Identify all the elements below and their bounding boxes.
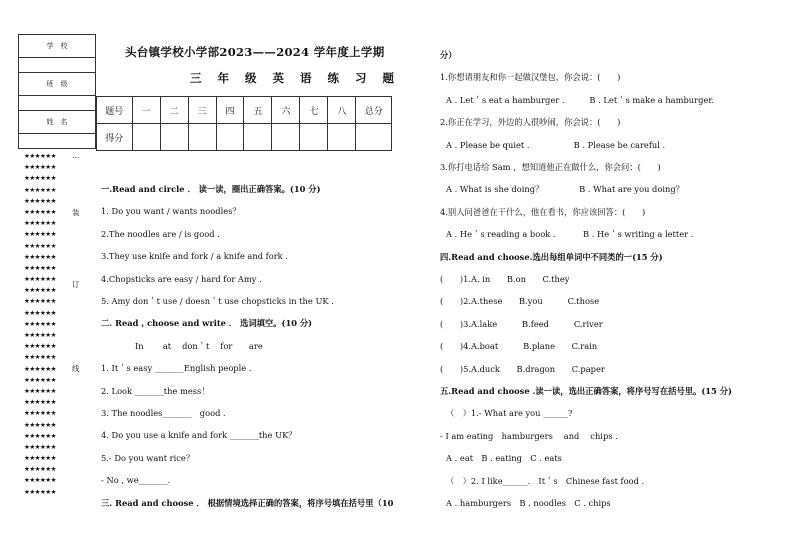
student-info-table <box>18 34 96 149</box>
binding-star-row: ★★★★★★ <box>24 219 56 228</box>
binding-star-row: ★★★★★★ <box>24 409 56 418</box>
binding-star-row: ★★★★★★ <box>24 420 56 429</box>
binding-star-row: ★★★★★★ <box>24 476 56 485</box>
binding-star-row: ★★★★★★ <box>24 207 56 216</box>
score-header-cell: 七 <box>300 97 328 124</box>
binding-star-row: ★★★★★★ <box>24 263 56 272</box>
question-line: 4.Chopsticks are easy / hard for Amy . <box>101 273 262 284</box>
score-cell <box>188 124 216 151</box>
binding-star-row: ★★★★★★ <box>24 241 56 250</box>
score-header-cell: 五 <box>244 97 272 124</box>
question-line: In at don＇t for are <box>135 340 263 351</box>
score-cell <box>356 124 392 151</box>
score-header-cell: 题号 <box>97 97 133 124</box>
binding-star-row: ★★★★★★ <box>24 252 56 261</box>
binding-star-row: ★★★★★★ <box>24 275 56 284</box>
question-line: 1. Do you want / wants noodles？ <box>101 206 241 217</box>
binding-mark: 装 <box>72 208 80 217</box>
binding-star-row: ★★★★★★ <box>24 375 56 384</box>
info-cell <box>19 96 96 111</box>
question-line: 1.你想请朋友和你一起做汉堡包，你会说：( ) <box>440 72 621 83</box>
question-line: - I am eating hamburgers and chips . <box>440 430 618 441</box>
question-line: A . Please be quiet . B . Please be careful . <box>446 139 666 150</box>
question-line: - No , we_______. <box>101 475 171 486</box>
score-cell <box>272 124 300 151</box>
binding-star-row: ★★★★★★ <box>24 442 56 451</box>
binding-star-row: ★★★★★★ <box>24 319 56 328</box>
info-cell: 学 校 <box>19 35 96 58</box>
question-line: A . hamburgers B . noodles C . chips <box>446 498 611 508</box>
score-cell <box>244 124 272 151</box>
exam-title: 头台镇学校小学部2023——2024 学年度上学期 <box>125 45 385 59</box>
score-header-cell: 六 <box>272 97 300 124</box>
binding-star-row: ★★★★★★ <box>24 297 56 306</box>
question-line: ( )5.A.duck B.dragon C.paper <box>440 363 605 374</box>
question-line: ( )1.A. in B.on C.they <box>440 274 570 284</box>
question-line: 3.They use knife and fork / a knife and fork . <box>101 251 288 262</box>
binding-star-row: ★★★★★★ <box>24 163 56 172</box>
binding-star-row: ★★★★★★ <box>24 152 56 160</box>
binding-star-row: ★★★★★★ <box>24 196 56 205</box>
score-cell <box>160 124 188 151</box>
question-line: 5. Amy don＇t use / doesn＇t use chopsticks in the UK . <box>101 296 334 306</box>
question-line: 2.The noodles are / is good . <box>101 228 220 239</box>
binding-star-row: ★★★★★★ <box>24 465 56 474</box>
binding-star-row: ★★★★★★ <box>24 185 56 194</box>
binding-mark: … <box>72 151 80 160</box>
info-cell <box>19 134 96 149</box>
binding-star-row: ★★★★★★ <box>24 230 56 239</box>
question-line: 2. Look _______the mess！ <box>101 385 210 396</box>
question-line: ( )2.A.these B.you C.those <box>440 296 600 307</box>
section-heading: 分） <box>440 50 457 60</box>
section-heading: 四.Read and choose.选出每组单词中不同类的一(15 分) <box>440 251 663 262</box>
info-cell: 姓 名 <box>19 111 96 134</box>
binding-mark: 订 <box>72 280 80 289</box>
question-line: A . What is she doing？ B . What are you doing？ <box>446 184 684 195</box>
score-cell <box>300 124 328 151</box>
score-header-cell: 一 <box>132 97 160 124</box>
question-line: ( )3.A.lake B.feed C.river <box>440 318 603 329</box>
question-line: 5.- Do you want rice？ <box>101 452 195 463</box>
binding-star-row: ★★★★★★ <box>24 342 56 351</box>
binding-star-row: ★★★★★★ <box>24 386 56 395</box>
question-line: A . eat B . eating C . eats <box>446 453 562 464</box>
question-line: （ ）1.- What are you ______? <box>446 408 573 419</box>
binding-star-row: ★★★★★★ <box>24 431 56 440</box>
binding-star-row: ★★★★★★ <box>24 331 56 339</box>
info-cell <box>19 58 96 73</box>
question-line: 1. It＇s easy _______English people . <box>101 363 252 374</box>
binding-star-row: ★★★★★★ <box>24 174 56 183</box>
section-heading: 五.Read and choose .读一读，选出正确答案，将序号写在括号里。(15 分) <box>440 386 732 396</box>
binding-star-row: ★★★★★★ <box>24 487 56 496</box>
question-line: 4.别人问爸爸在干什么，他在看书，你应该回答：( ) <box>440 206 646 217</box>
question-line: A . He＇s reading a book . B . He＇s writing a letter . <box>446 229 694 240</box>
question-line: （ ）2. I like______. It＇s Chinese fast food . <box>446 475 645 486</box>
binding-mark: 线 <box>72 364 80 373</box>
question-line: A . Let＇s eat a hamburger . B . Let＇s make a hamburger. <box>446 94 715 105</box>
score-table <box>96 96 392 151</box>
section-heading: 一.Read and circle ． 读一读，圈出正确答案。(10 分) <box>101 184 321 194</box>
score-header-cell: 二 <box>160 97 188 124</box>
question-line: 3. The noodles_______ good . <box>101 408 226 418</box>
question-line: 3.你打电话给 Sam ，想知道他正在做什么，你会问：( ) <box>440 162 661 172</box>
score-cell <box>216 124 244 151</box>
score-cell <box>328 124 356 151</box>
binding-star-row: ★★★★★★ <box>24 353 56 362</box>
score-header-cell: 八 <box>328 97 356 124</box>
score-header-cell: 总分 <box>356 97 392 124</box>
score-row-label: 得分 <box>97 124 133 151</box>
score-header-cell: 四 <box>216 97 244 124</box>
exam-subtitle: 三 年 级 英 语 练 习 题 <box>190 71 401 85</box>
binding-star-row: ★★★★★★ <box>24 398 56 407</box>
question-line: 4. Do you use a knife and fork _______the UK？ <box>101 430 297 441</box>
binding-star-row: ★★★★★★ <box>24 364 56 373</box>
binding-star-row: ★★★★★★ <box>24 454 56 463</box>
question-line: ( )4.A.boat B.plane C.rain <box>440 341 598 352</box>
binding-star-row: ★★★★★★ <box>24 286 56 295</box>
score-header-cell: 三 <box>188 97 216 124</box>
score-cell <box>132 124 160 151</box>
question-line: 2.你正在学习，外边的人很吵闹，你会说：( ) <box>440 117 621 128</box>
binding-line <box>24 151 82 498</box>
info-cell: 班 级 <box>19 73 96 96</box>
binding-star-row: ★★★★★★ <box>24 308 56 317</box>
section-heading: 三. Read and choose ． 根据情境选择正确的答案，将序号填在括号里（10 <box>101 497 394 508</box>
section-heading: 二. Read , choose and write ． 选词填空。(10 分) <box>101 318 313 329</box>
